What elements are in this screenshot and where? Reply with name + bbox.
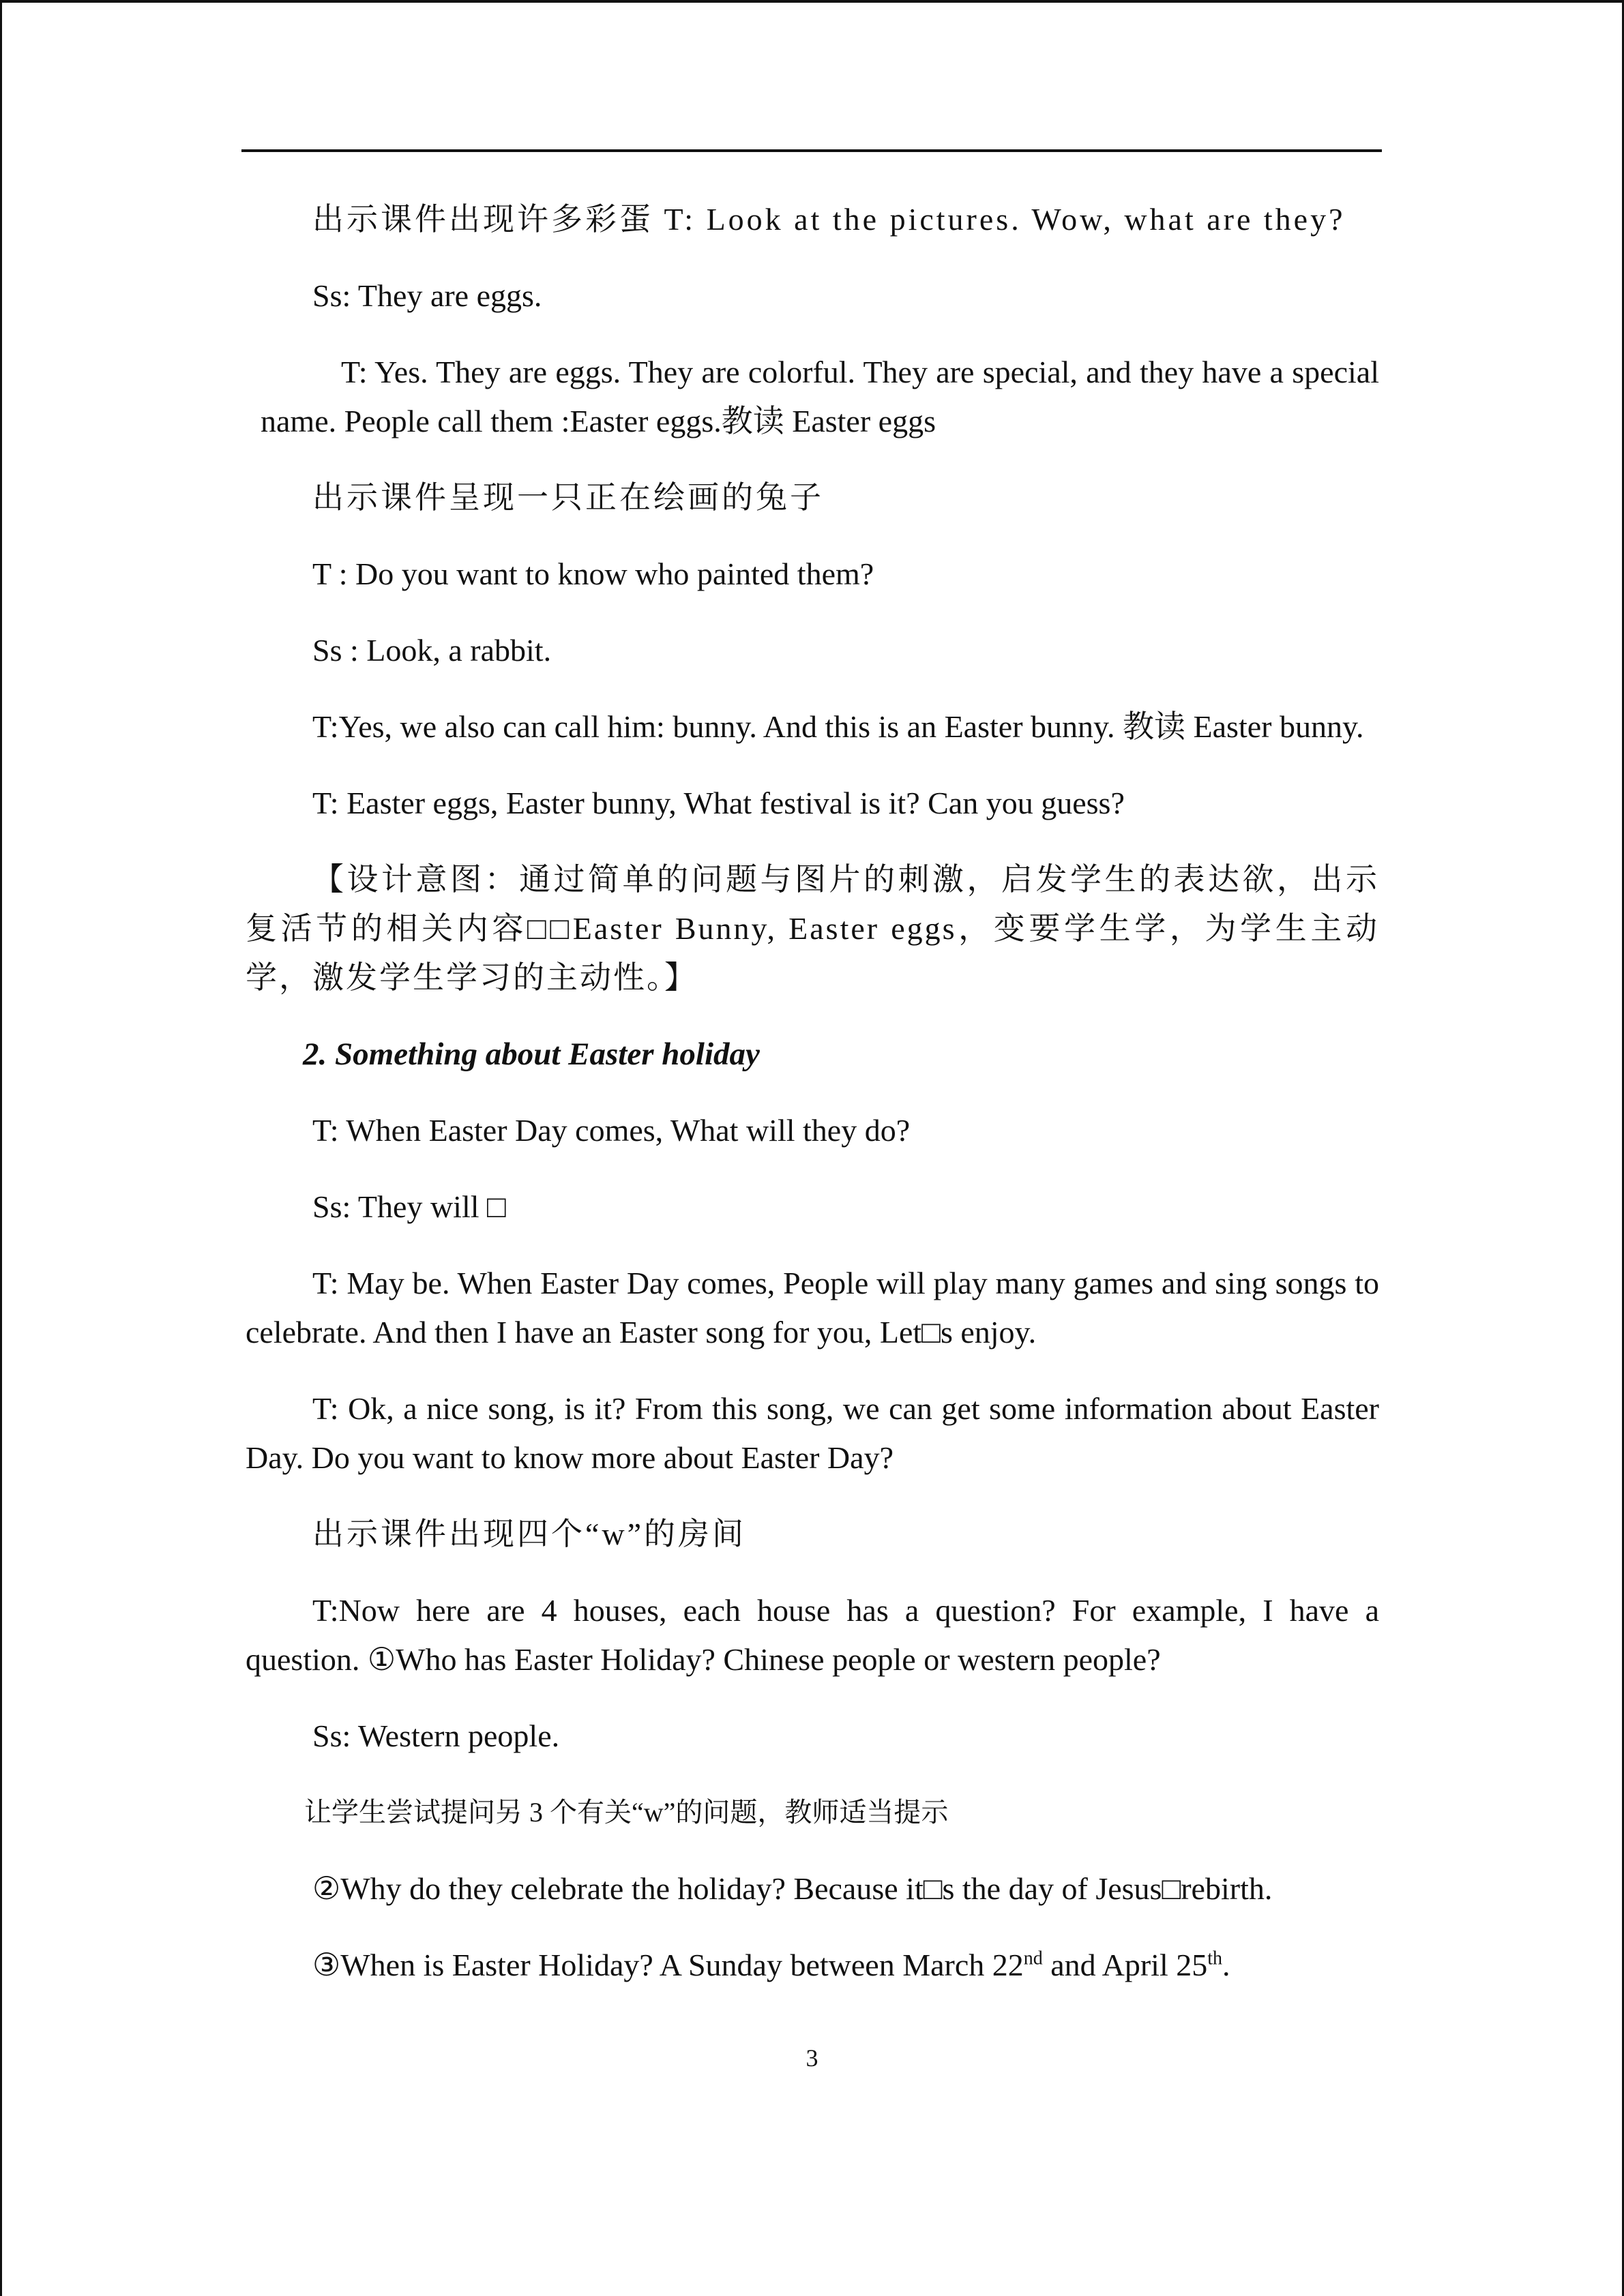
paragraph-2: Ss: They are eggs. — [312, 278, 542, 313]
section-heading: 2. Something about Easter holiday — [303, 1037, 760, 1072]
teaching-note: 让学生尝试提问另 3 个有关“w”的问题，教师适当提示 — [304, 1797, 949, 1828]
design-intent-paragraph: 【设计意图：通过简单的问题与图片的刺激，启发学生的表达欲，出示复活节的相关内容□□Easter Bunny, Easter eggs，变要学生学，为学生主动学，激发学生学习的主动性。】 — [246, 862, 1379, 995]
paragraph-1: 出示课件出现许多彩蛋 T: Look at the pictures. Wow, what are they? — [312, 202, 1346, 237]
paragraph-7: T:Yes, we also can call him: bunny. And this is an Easter bunny. 教读 Easter bunny. — [312, 709, 1364, 744]
paragraph-13: T: Ok, a nice song, is it? From this song, we can get some information about Easter Day. Do you want to know more about Easter Day? — [246, 1391, 1379, 1475]
paragraph-19-part-b: and April 25 — [1042, 1948, 1208, 1982]
paragraph-14: 出示课件出现四个“w”的房间 — [312, 1517, 747, 1551]
paragraph-10: T: When Easter Day comes, What will they do? — [312, 1113, 911, 1148]
paragraph-19 — [246, 1941, 1379, 1990]
header-rule — [241, 149, 1382, 152]
paragraph-4: 出示课件呈现一只正在绘画的兔子 — [312, 480, 824, 515]
superscript-nd: nd — [1023, 1948, 1043, 1969]
paragraph-18: ②Why do they celebrate the holiday? Because it□s the day of Jesus□rebirth. — [312, 1871, 1273, 1906]
paragraph-16: Ss: Western people. — [312, 1718, 560, 1753]
paragraph-19-part-c: . — [1222, 1948, 1230, 1982]
paragraph-15: T:Now here are 4 houses, each house has a question? For example, I have a question. ①Who has Easter Holiday? Chinese people or western people? — [246, 1593, 1379, 1677]
page-number: 3 — [806, 2044, 818, 2072]
document-body — [246, 195, 1379, 2017]
superscript-th: th — [1207, 1948, 1223, 1969]
paragraph-12: T: May be. When Easter Day comes, People will play many games and sing songs to celebrate. And then I have an Easter song for you, Let□s enjoy. — [246, 1266, 1379, 1350]
paragraph-11: Ss: They will □ — [312, 1189, 506, 1224]
paragraph-19-part-a: ③When is Easter Holiday? A Sunday between March 22 — [312, 1948, 1024, 1982]
paragraph-5: T : Do you want to know who painted them? — [312, 556, 874, 591]
paragraph-3: T: Yes. They are eggs. They are colorful. They are special, and they have a special name. People call them :Easter eggs.教读 Easter eggs — [261, 355, 1379, 438]
page-border-top — [0, 0, 1624, 3]
paragraph-8: T: Easter eggs, Easter bunny, What festival is it? Can you guess? — [312, 786, 1125, 820]
page-border-left — [0, 0, 2, 2296]
paragraph-6: Ss : Look, a rabbit. — [312, 633, 552, 668]
